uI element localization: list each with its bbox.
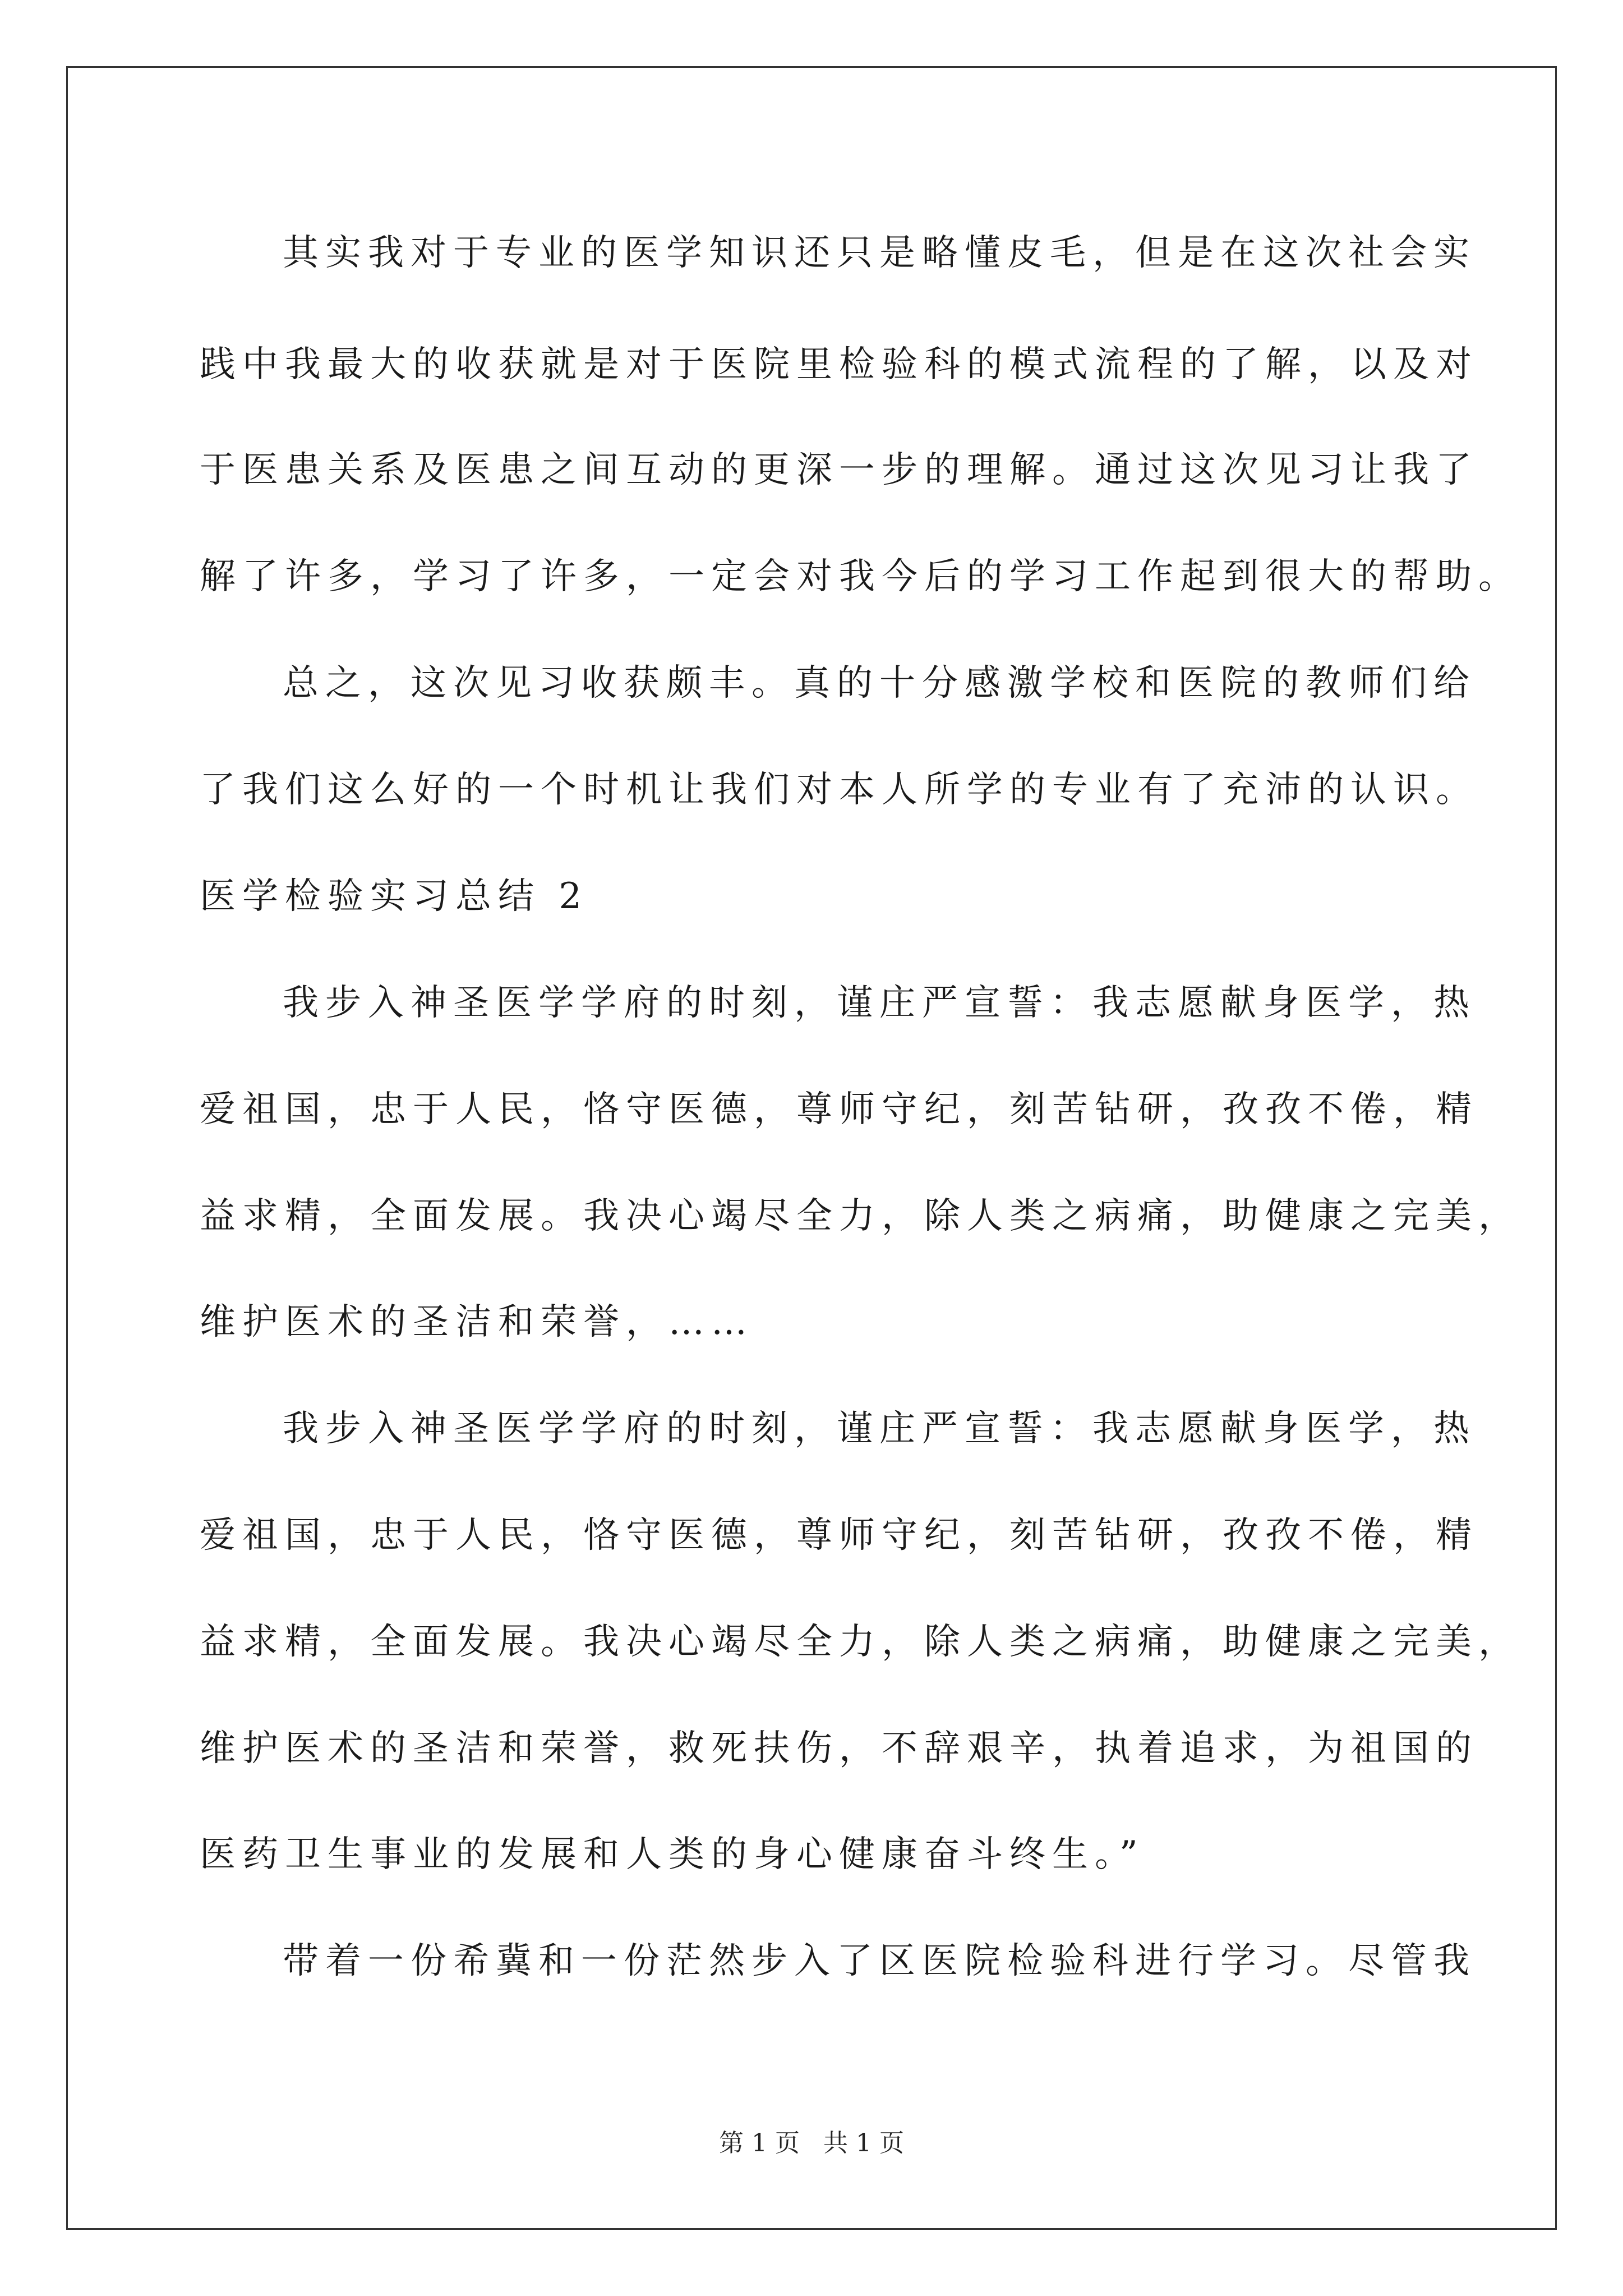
page-border [66,66,1557,2230]
paragraph-line: 爱祖国，忠于人民，恪守医德，尊师守纪，刻苦钻研，孜孜不倦，精 [200,1515,1478,1556]
paragraph-line: 我步入神圣医学学府的时刻，谨庄严宣誓：我志愿献身医学，热 [283,982,1476,1024]
paragraph-line: 益求精，全面发展。我决心竭尽全力，除人类之病痛，助健康之完美， [200,1195,1521,1237]
paragraph-line: 其实我对于专业的医学知识还只是略懂皮毛，但是在这次社会实 [283,232,1476,274]
paragraph-line: 维护医术的圣洁和荣誉，救死扶伤，不辞艰辛，执着追求，为祖国的 [200,1728,1478,1769]
paragraph-line: 总之，这次见习收获颇丰。真的十分感激学校和医院的教师们给 [283,662,1476,704]
page-footer [0,2128,1623,2159]
paragraph-line: 维护医术的圣洁和荣誉，…… [200,1301,754,1343]
page-total: 共 1 页 [823,2129,904,2157]
paragraph-line: 我步入神圣医学学府的时刻，谨庄严宣誓：我志愿献身医学，热 [283,1408,1476,1450]
paragraph-line: 益求精，全面发展。我决心竭尽全力，除人类之病痛，助健康之完美， [200,1621,1521,1663]
paragraph-line: 了我们这么好的一个时机让我们对本人所学的专业有了充沛的认识。 [200,769,1478,811]
paragraph-line: 解了许多，学习了许多，一定会对我今后的学习工作起到很大的帮助。 [200,556,1521,597]
paragraph-line: 带着一份希冀和一份茫然步入了区医院检验科进行学习。尽管我 [283,1940,1476,1982]
paragraph-line: 践中我最大的收获就是对于医院里检验科的模式流程的了解，以及对 [200,344,1478,385]
paragraph-line: 爱祖国，忠于人民，恪守医德，尊师守纪，刻苦钻研，孜孜不倦，精 [200,1089,1478,1130]
section-heading: 医学检验实习总结 2 [200,876,589,917]
page-number: 第 1 页 [719,2129,800,2157]
paragraph-line: 于医患关系及医患之间互动的更深一步的理解。通过这次见习让我了 [200,449,1478,491]
paragraph-line: 医药卫生事业的发展和人类的身心健康奋斗终生。” [200,1834,1145,1875]
